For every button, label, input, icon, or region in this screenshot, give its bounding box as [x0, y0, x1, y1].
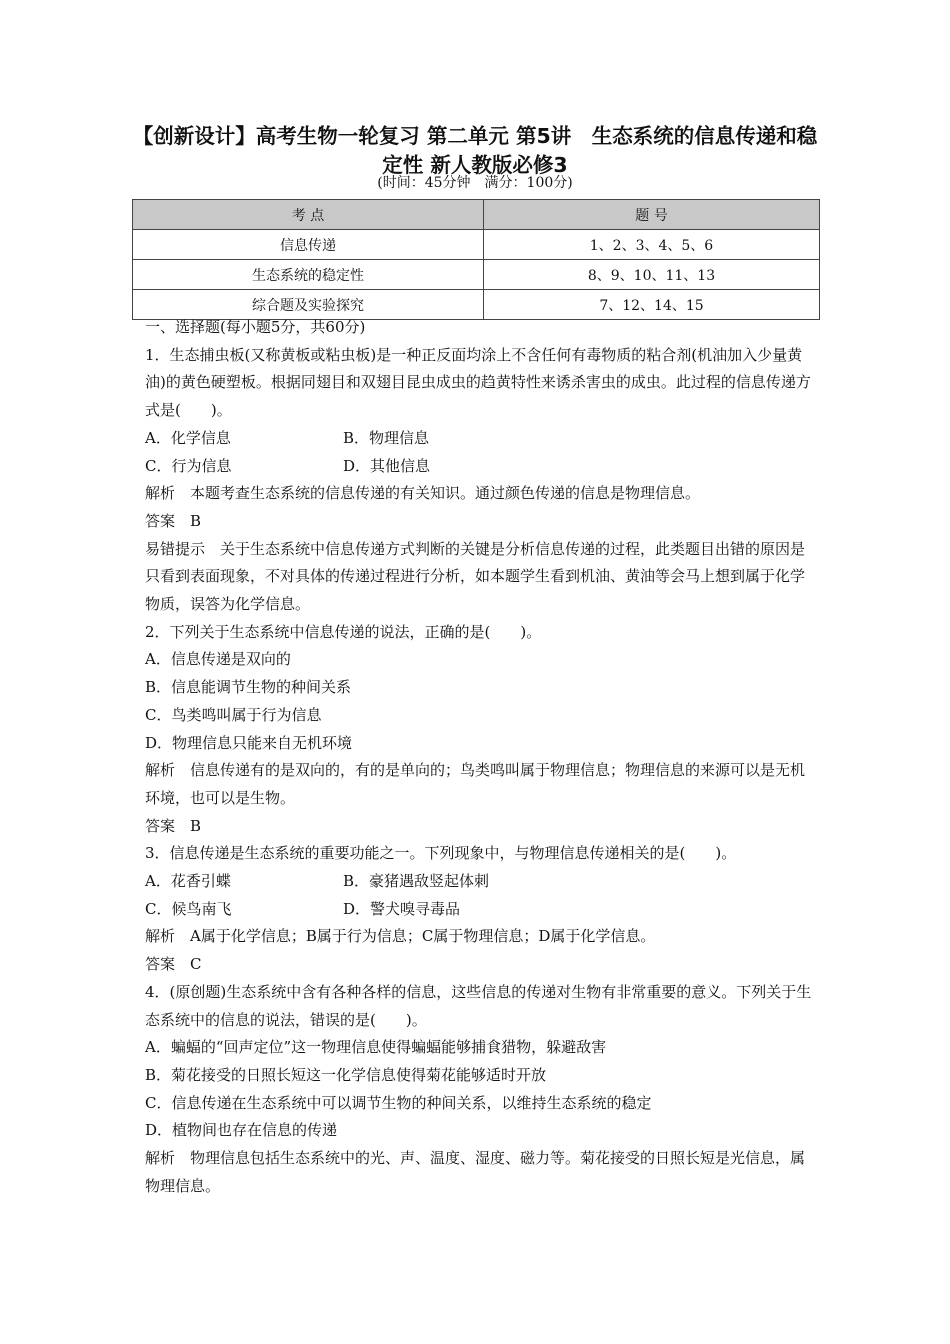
option-c: C．候鸟南飞 [145, 899, 232, 918]
section-heading: 一、选择题(每小题5分，共60分) [145, 318, 366, 336]
option-b: B．菊花接受的日照长短这一化学信息使得菊花能够适时开放 [145, 1065, 547, 1084]
q3-options-row1 [145, 868, 817, 896]
q1-analysis: 解析 本题考查生态系统的信息传递的有关知识。通过颜色传递的信息是物理信息。 [145, 484, 701, 503]
table-header-row [133, 200, 820, 230]
q3-analysis: 解析 A属于化学信息；B属于行为信息；C属于物理信息；D属于化学信息。 [145, 927, 656, 946]
q2-stem: 2．下列关于生态系统中信息传递的说法，正确的是( )。 [145, 622, 542, 641]
option-a: A．信息传递是双向的 [145, 650, 291, 669]
q1-stem: 1．生态捕虫板(又称黄板或粘虫板)是一种正反面均涂上不含任何有毒物质的粘合剂(机油加入少量黄油)的黄色硬塑板。根据同翅目和双翅目昆虫成虫的趋黄特性来诱杀害虫的成虫。此过程的信息传递方式是( )。 [145, 345, 811, 420]
table-cell: 1、2、3、4、5、6 [484, 230, 820, 260]
q3-options-row2 [145, 896, 817, 924]
option-b: B．信息能调节生物的种间关系 [145, 678, 352, 697]
option-c: C．信息传递在生态系统中可以调节生物的种间关系，以维持生态系统的稳定 [145, 1093, 652, 1112]
q3-stem: 3．信息传递是生态系统的重要功能之一。下列现象中，与物理信息传递相关的是( )。 [145, 844, 737, 863]
q4-stem: 4．(原创题)生态系统中含有各种各样的信息，这些信息的传递对生物有非常重要的意义。下列关于生态系统中的信息的说法，错误的是( )。 [145, 982, 812, 1029]
option-b: B．物理信息 [343, 428, 430, 447]
option-a: A．蝙蝠的“回声定位”这一物理信息使得蝙蝠能够捕食猎物，躲避敌害 [145, 1038, 607, 1057]
table-cell: 8、9、10、11、13 [484, 260, 820, 290]
q1-tip: 易错提示 关于生态系统中信息传递方式判断的关键是分析信息传递的过程，此类题目出错的原因是只看到表面现象，不对具体的传递过程进行分析，如本题学生看到机油、黄油等会马上想到属于化学物质，误答为化学信息。 [145, 539, 806, 614]
option-d: D．植物间也存在信息的传递 [145, 1121, 338, 1140]
q4-analysis: 解析 物理信息包括生态系统中的光、声、温度、湿度、磁力等。菊花接受的日照长短是光信息，属物理信息。 [145, 1149, 806, 1195]
table-header-questions: 题 号 [484, 200, 820, 230]
q2-analysis: 解析 信息传递有的是双向的，有的是单向的；鸟类鸣叫属于物理信息；物理信息的来源可以是无机环境，也可以是生物。 [145, 761, 806, 807]
document-title: 【创新设计】高考生物一轮复习 第二单元 第5讲 生态系统的信息传递和稳定性 新人教版必修3 [132, 124, 818, 177]
option-b: B．豪猪遇敌竖起体刺 [343, 872, 490, 891]
table-row [133, 260, 820, 290]
table-cell: 7、12、14、15 [484, 290, 820, 320]
table-header-topic: 考 点 [133, 200, 484, 230]
option-d: D．物理信息只能来自无机环境 [145, 733, 353, 752]
option-d: D．其他信息 [343, 456, 431, 475]
q1-options-row2 [145, 453, 817, 481]
option-c: C．行为信息 [145, 456, 232, 475]
table-cell: 综合题及实验探究 [133, 290, 484, 320]
q1-answer: 答案 B [145, 511, 202, 530]
q2-answer: 答案 B [145, 816, 202, 835]
option-a: A．化学信息 [145, 428, 231, 447]
q3-answer: 答案 C [145, 955, 202, 974]
option-a: A．花香引蝶 [145, 872, 231, 891]
question-body [145, 314, 817, 1201]
topic-table [132, 199, 820, 320]
q1-options-row1 [145, 425, 817, 453]
exam-info: (时间：45分钟 满分：100分) [377, 175, 573, 191]
option-d: D．警犬嗅寻毒品 [343, 899, 461, 918]
table-cell: 生态系统的稳定性 [133, 260, 484, 290]
option-c: C．鸟类鸣叫属于行为信息 [145, 705, 322, 724]
table-cell: 信息传递 [133, 230, 484, 260]
table-row [133, 230, 820, 260]
